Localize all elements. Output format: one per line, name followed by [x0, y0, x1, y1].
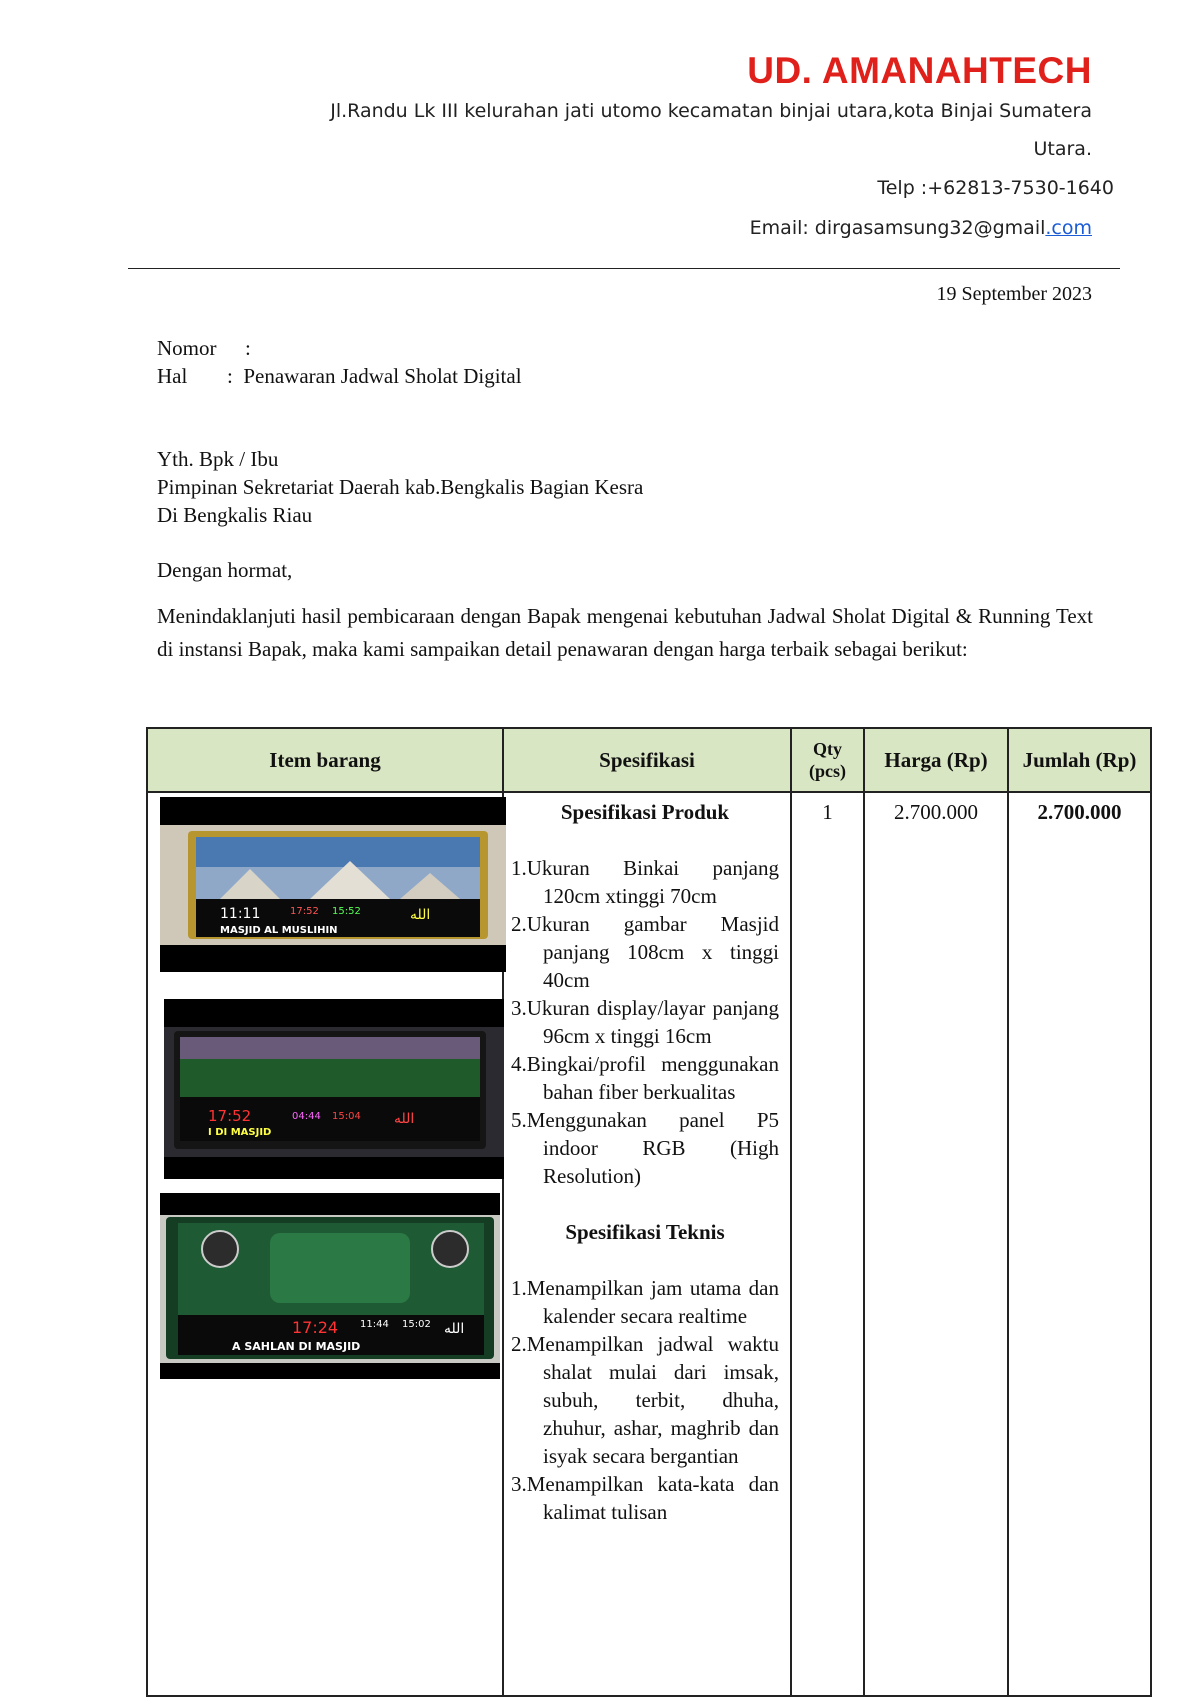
nomor-sep: : [245, 336, 251, 360]
photo-1-graphic [160, 797, 506, 972]
body-paragraph: Menindaklanjuti hasil pembicaraan dengan Bapak mengenai kebutuhan Jadwal Sholat Digital & Running Text di instansi Bapak, maka kami sampaikan detail penawaran dengan harga terbaik sebagai berikut: [157, 604, 1093, 661]
header-item: Item barang [147, 728, 503, 792]
photo-1-clock: 11:11 [220, 906, 261, 922]
header-price: Harga (Rp) [864, 728, 1008, 792]
hal-label: Hal [157, 364, 188, 388]
table-header-row [147, 728, 1151, 792]
recipient-line-2: Pimpinan Sekretariat Daerah kab.Bengkalis Bagian Kesra [157, 475, 644, 499]
greeting: Dengan hormat, [157, 558, 293, 582]
price-value: 2.700.000 [894, 800, 978, 824]
photo-2-text: I DI MASJID [208, 1127, 272, 1138]
offer-table [146, 727, 1152, 1697]
total-cell [1008, 792, 1151, 1696]
header-qty-line1: Qty [813, 739, 842, 759]
email-domain-link[interactable]: .com [1045, 217, 1092, 239]
header-total: Jumlah (Rp) [1008, 728, 1151, 792]
list-item: 5.Menggunakan panel P5 indoor RGB (High Resolution) [511, 1108, 779, 1188]
total-value: 2.700.000 [1037, 800, 1122, 824]
list-item: 1.Menampilkan jam utama dan kalender secara realtime [511, 1276, 779, 1328]
hal-value: Penawaran Jadwal Sholat Digital [243, 364, 522, 388]
header-spec: Spesifikasi [503, 728, 791, 792]
recipient-line-3: Di Bengkalis Riau [157, 503, 313, 527]
photo-3-led1: 11:44 [360, 1319, 389, 1330]
list-item: 3.Menampilkan kata-kata dan kalimat tulisan [511, 1472, 779, 1524]
letter-date: 19 September 2023 [936, 283, 1092, 305]
address-line-1: Jl.Randu Lk III kelurahan jati utomo kecamatan binjai utara,kota Binjai Sumatera [330, 100, 1092, 122]
product-photo-1 [160, 797, 506, 972]
price-cell [864, 792, 1008, 1696]
list-item: 1.Ukuran Binkai panjang 120cm xtinggi 70cm [511, 856, 779, 908]
spec-product-list [511, 854, 779, 1190]
photo-3-arabic: الله [444, 1321, 465, 1337]
photo-3-clock: 17:24 [292, 1318, 339, 1337]
photo-3-graphic [160, 1193, 500, 1379]
table-row [147, 792, 1151, 1696]
recipient-line-1: Yth. Bpk / Ibu [157, 447, 279, 471]
phone: Telp :+62813-7530-1640 [877, 177, 1114, 199]
photo-2-led2: 15:04 [332, 1111, 361, 1122]
nomor-label: Nomor [157, 336, 217, 360]
photo-1-led2: 15:52 [332, 906, 361, 917]
product-photo-3 [160, 1193, 500, 1379]
photo-2-clock: 17:52 [208, 1107, 252, 1125]
company-name: UD. AMANAHTECH [747, 50, 1092, 91]
list-item: 3.Ukuran display/layar panjang 96cm x tinggi 16cm [511, 996, 779, 1048]
hal-line [157, 364, 522, 389]
header-qty-line2: (pcs) [809, 761, 846, 781]
photo-2-arabic: الله [394, 1111, 415, 1127]
item-cell [147, 792, 503, 1696]
photo-3-led2: 15:02 [402, 1319, 431, 1330]
spec-tech-list [511, 1274, 779, 1526]
header-qty [791, 728, 864, 792]
photo-2-graphic [164, 999, 504, 1179]
spec-tech-title: Spesifikasi Teknis [565, 1220, 725, 1244]
qty-value: 1 [822, 800, 833, 824]
product-photo-2 [164, 999, 504, 1179]
email-prefix: Email: dirgasamsung32@gmail [749, 217, 1046, 239]
spec-product-title: Spesifikasi Produk [560, 800, 730, 824]
photo-1-arabic: الله [410, 907, 431, 923]
list-item: 2.Ukuran gambar Masjid panjang 108cm x tinggi 40cm [511, 912, 779, 992]
header-divider [128, 268, 1120, 269]
address-line-2: Utara. [1033, 138, 1092, 160]
photo-1-text: MASJID AL MUSLIHIN [220, 925, 338, 936]
nomor-line [157, 336, 251, 361]
list-item: 4.Bingkai/profil menggunakan bahan fiber berkualitas [511, 1052, 779, 1104]
list-item: 2.Menampilkan jadwal waktu shalat mulai dari imsak, subuh, terbit, dhuha, zhuhur, ashar, maghrib dan isyak secara bergantian [511, 1332, 779, 1468]
email [750, 217, 1092, 239]
photo-2-led1: 04:44 [292, 1111, 321, 1122]
spec-cell [503, 792, 791, 1696]
qty-cell [791, 792, 864, 1696]
photo-1-led1: 17:52 [290, 906, 319, 917]
hal-sep: : [227, 364, 233, 388]
photo-3-text: A SAHLAN DI MASJID [232, 1340, 361, 1353]
